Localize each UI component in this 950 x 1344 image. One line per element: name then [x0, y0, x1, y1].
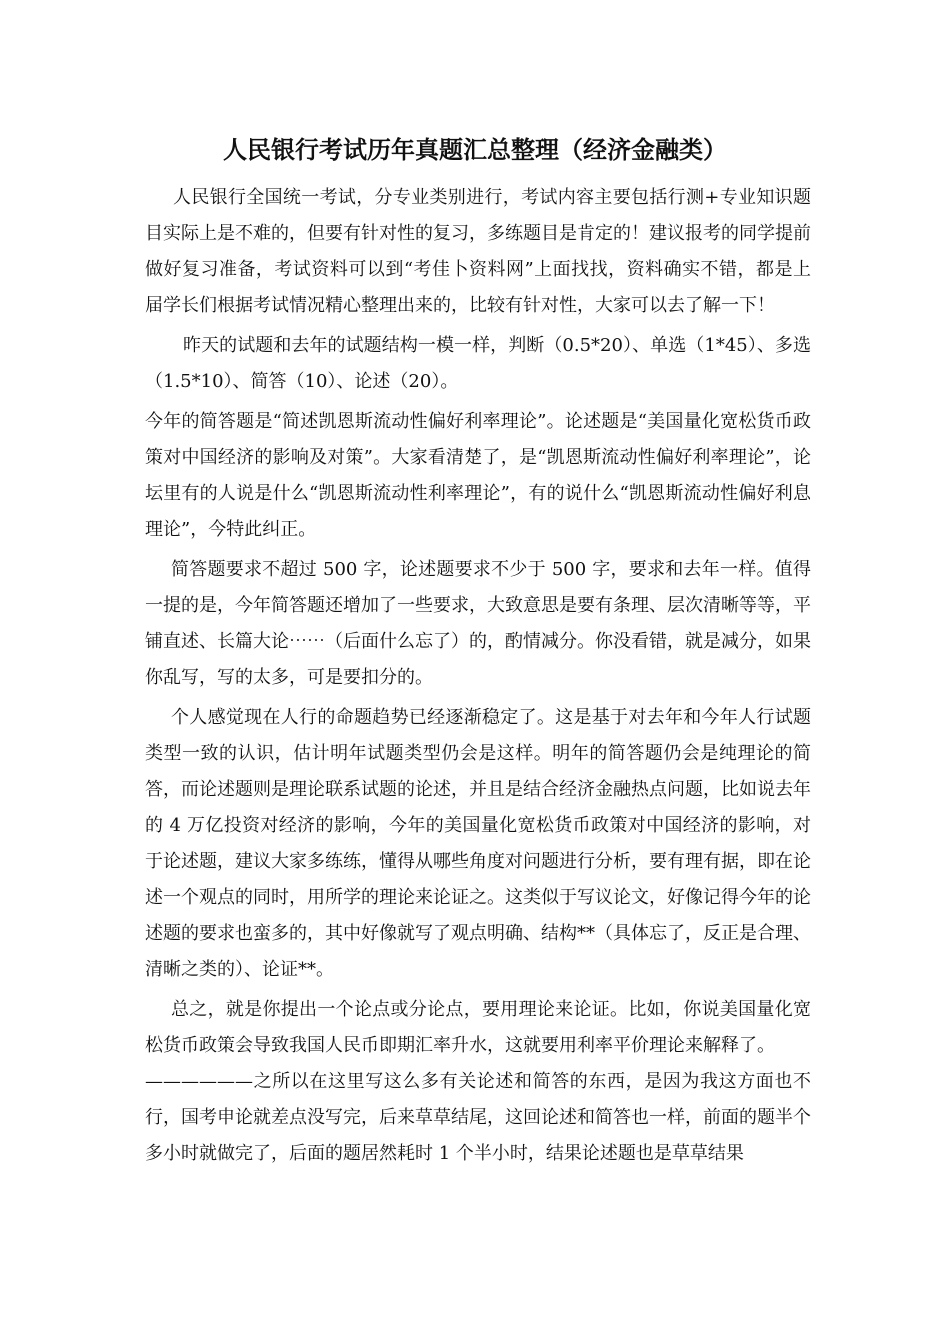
paragraph-requirements: 简答题要求不超过 500 字，论述题要求不少于 500 字，要求和去年一样。值得一提的是，今年简答题还增加了一些要求，大致意思是要有条理、层次清晰等等，平铺直述、长篇大论⋯⋯（后面什么忘了）的，酌情减分。你没看错，就是减分，如果你乱写，写的太多，可是要扣分的。 [145, 559, 811, 688]
document-title: 人民银行考试历年真题汇总整理（经济金融类） [223, 136, 727, 164]
paragraph-structure: 昨天的试题和去年的试题结构一模一样，判断（0.5*20）、单选（1*45）、多选（1.5*10）、简答（10）、论述（20）。 [145, 335, 811, 392]
paragraph-reflection: ——————之所以在这里写这么多有关论述和简答的东西，是因为我这方面也不行，国考申论就差点没写完，后来草草结尾，这回论述和简答也一样，前面的题半个多小时就做完了，后面的题居然耗时 1 个半小时，结果论述题也是草草结果 [145, 1071, 811, 1164]
paragraph-trend: 个人感觉现在人行的命题趋势已经逐渐稳定了。这是基于对去年和今年人行试题类型一致的认识，估计明年试题类型仍会是这样。明年的简答题仍会是纯理论的简答，而论述题则是理论联系试题的论述，并且是结合经济金融热点问题，比如说去年的 4 万亿投资对经济的影响，今年的美国量化宽松货币政策对中国经济的影响，对于论述题，建议大家多练练，懂得从哪些角度对问题进行分析，要有理有据，即在论述一个观点的同时，用所学的理论来论证之。这类似于写议论文，好像记得今年的论述题的要求也蛮多的，其中好像就写了观点明确、结构**（具体忘了，反正是合理、清晰之类的）、论证**。 [145, 707, 811, 980]
paragraph-intro: 人民银行全国统一考试，分专业类别进行，考试内容主要包括行测+专业知识题目实际上是不难的，但要有针对性的复习，多练题目是肯定的！建议报考的同学提前做好复习准备，考试资料可以到“考佳卜资料网”上面找找，资料确实不错，都是上届学长们根据考试情况精心整理出来的，比较有针对性，大家可以去了解一下！ [145, 187, 811, 316]
document-body [145, 180, 811, 1172]
paragraph-questions: 今年的简答题是“简述凯恩斯流动性偏好利率理论”。论述题是“美国量化宽松货币政策对中国经济的影响及对策”。大家看清楚了，是“凯恩斯流动性偏好利率理论”，论坛里有的人说是什么“凯恩斯流动性利率理论”，有的说什么“凯恩斯流动性偏好利息理论”，今特此纠正。 [145, 411, 811, 540]
paragraph-summary: 总之，就是你提出一个论点或分论点，要用理论来论证。比如，你说美国量化宽松货币政策会导致我国人民币即期汇率升水，这就要用利率平价理论来解释了。 [145, 999, 811, 1056]
